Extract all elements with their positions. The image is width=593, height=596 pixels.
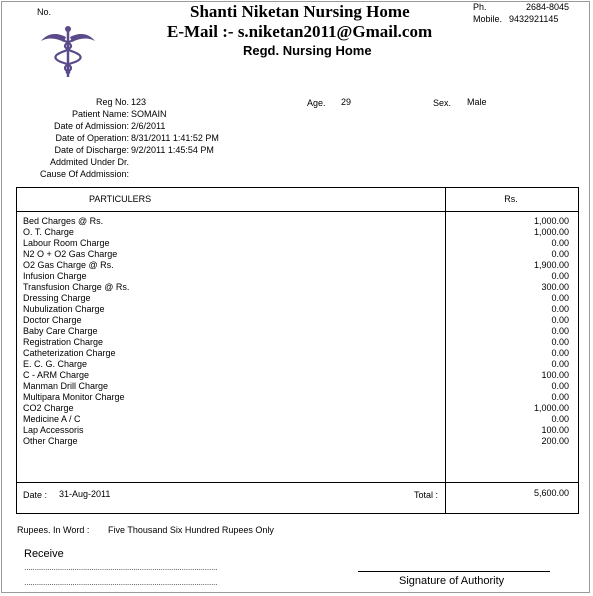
bill-item-name: Multipara Monitor Charge — [23, 392, 125, 402]
bill-item-amount: 300.00 — [541, 282, 569, 292]
bill-item-name: Nubulization Charge — [23, 304, 105, 314]
bill-item-amount: 0.00 — [551, 315, 569, 325]
admission-value: 2/6/2011 — [131, 121, 166, 131]
mobile-value: 9432921145 — [509, 14, 559, 24]
hospital-subtitle: Regd. Nursing Home — [243, 43, 372, 58]
words-label: Rupees. In Word : — [17, 525, 90, 535]
hospital-email: E-Mail :- s.niketan2011@Gmail.com — [167, 22, 433, 41]
bill-item-name: O. T. Charge — [23, 227, 74, 237]
phone-label: Ph. — [473, 2, 487, 12]
bill-item-amount: 1,000.00 — [533, 216, 569, 226]
amounts-cell — [446, 212, 579, 483]
bill-item-name: Labour Room Charge — [23, 238, 110, 248]
bill-item-amount: 0.00 — [551, 271, 569, 281]
bill-total-row — [17, 483, 579, 514]
caduceus-logo — [40, 25, 96, 79]
sex-label: Sex. — [433, 98, 452, 108]
hospital-title: Shanti Niketan Nursing Home — [190, 2, 410, 21]
bill-item-amount: 0.00 — [551, 326, 569, 336]
bill-item-name: Dressing Charge — [23, 293, 91, 303]
bill-item-amount: 100.00 — [541, 425, 569, 435]
bill-item-amount: 0.00 — [551, 249, 569, 259]
discharge-value: 9/2/2011 1:45:54 PM — [131, 145, 214, 155]
operation-label: Date of Operation: — [55, 133, 129, 143]
bill-item-amount: 0.00 — [551, 381, 569, 391]
particulars-header-cell — [17, 188, 446, 212]
sex-value: Male — [467, 97, 487, 107]
name-label: Patient Name: — [71, 109, 129, 119]
total-label: Total : — [414, 490, 439, 500]
bill-item-name: Baby Care Charge — [23, 326, 98, 336]
bill-item-amount: 1,000.00 — [533, 227, 569, 237]
bill-header-row — [17, 188, 579, 212]
words-value: Five Thousand Six Hundred Rupees Only — [108, 525, 274, 535]
bill-item-amount: 0.00 — [551, 414, 569, 424]
receive-label: Receive — [24, 548, 64, 560]
operation-value: 8/31/2011 1:41:52 PM — [131, 133, 219, 143]
bill-item-name: Manman Drill Charge — [23, 381, 109, 391]
bill-item-name: Doctor Charge — [23, 315, 82, 325]
bill-item-name: Catheterization Charge — [23, 348, 116, 358]
bill-item-amount: 0.00 — [551, 293, 569, 303]
bill-item-amount: 200.00 — [541, 436, 569, 446]
mobile-label: Mobile. — [473, 14, 503, 24]
amount-header-cell — [446, 188, 579, 212]
bill-item-name: Transfusion Charge @ Rs. — [23, 282, 130, 292]
bill-item-amount: 0.00 — [551, 238, 569, 248]
items-list — [17, 212, 445, 482]
bill-item-name: Infusion Charge — [23, 271, 87, 281]
total-value: 5,600.00 — [533, 488, 569, 498]
date-total-cell — [17, 483, 446, 514]
admission-label: Date of Admission: — [53, 121, 129, 131]
particulars-header: PARTICULERS — [89, 194, 152, 204]
doctor-label: Addmited Under Dr. — [49, 157, 129, 167]
reg-label: Reg No. — [95, 97, 129, 107]
bill-item-amount: 0.00 — [551, 359, 569, 369]
bill-item-name: O2 Gas Charge @ Rs. — [23, 260, 114, 270]
bill-item-amount: 1,000.00 — [533, 403, 569, 413]
name-value: SOMAIN — [131, 109, 167, 119]
bill-table — [16, 187, 579, 514]
date-value: 31-Aug-2011 — [59, 489, 111, 499]
bill-item-amount: 1,900.00 — [533, 260, 569, 270]
no-label: No. — [37, 7, 52, 17]
receive-dotted-line-1: ............................................................................................ — [24, 562, 218, 572]
discharge-row — [0, 145, 593, 157]
bill-item-name: Lap Accessoris — [23, 425, 84, 435]
bill-item-amount: 0.00 — [551, 337, 569, 347]
doctor-row — [0, 157, 593, 169]
signature-line — [358, 571, 550, 572]
bill-item-amount: 100.00 — [541, 370, 569, 380]
bill-item-name: CO2 Charge — [23, 403, 74, 413]
name-row — [0, 109, 593, 121]
bill-item-amount: 0.00 — [551, 392, 569, 402]
bill-item-name: Registration Charge — [23, 337, 104, 347]
items-cell — [17, 212, 446, 483]
bill-item-amount: 0.00 — [551, 348, 569, 358]
bill-item-name: C - ARM Charge — [23, 370, 90, 380]
bill-item-name: Medicine A / C — [23, 414, 81, 424]
age-value: 29 — [341, 97, 352, 107]
operation-row — [0, 133, 593, 145]
receive-dotted-line-2: ............................................................................................ — [24, 577, 218, 587]
date-label: Date : — [23, 490, 48, 500]
total-value-cell — [446, 483, 579, 514]
phone-value: 2684-8045 — [526, 2, 570, 12]
amount-header: Rs. — [504, 194, 518, 204]
cause-row — [0, 169, 593, 181]
bill-item-name: N2 O + O2 Gas Charge — [23, 249, 118, 259]
age-label: Age. — [307, 98, 326, 108]
bill-item-amount: 0.00 — [551, 304, 569, 314]
reg-value: 123 — [131, 97, 147, 107]
signature-label: Signature of Authority — [399, 575, 505, 587]
reg-row — [0, 97, 593, 109]
bill-items-row — [17, 212, 579, 483]
cause-label: Cause Of Addmission: — [39, 169, 129, 179]
amounts-list — [446, 212, 578, 482]
bill-item-name: Other Charge — [23, 436, 78, 446]
bill-item-name: E. C. G. Charge — [23, 359, 88, 369]
bill-item-name: Bed Charges @ Rs. — [23, 216, 104, 226]
admission-row — [0, 121, 593, 133]
discharge-label: Date of Discharge: — [54, 145, 129, 155]
